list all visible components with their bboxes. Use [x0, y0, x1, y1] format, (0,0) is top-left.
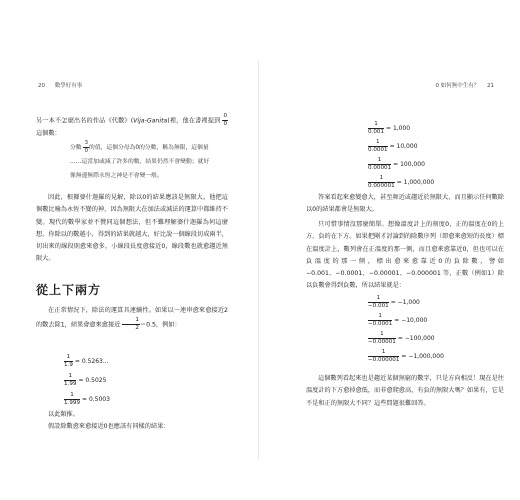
equation-row: $\frac{1}{-0.0001}$ = −10,000 [368, 313, 428, 327]
equation-row: $\frac{1}{1.99}$ = 0.5025 [64, 373, 107, 387]
equation-row: $\frac{1}{-0.00001}$ = −100,000 [368, 331, 435, 345]
paragraph-2 [306, 219, 504, 293]
left-page-header [38, 81, 82, 89]
equation-row: $\frac{1}{0.001}$ = 1,000 [368, 121, 411, 135]
paragraph-text: 因此，根據婆什迦羅的見解，除以0的結果應該是無限大。他把這個數比喻為永恆不變的神，因為無限大在加法或減法的運算中都維持不變。現代的數學家並不贊同這個想法，但不難理解婆什迦羅為何這麼想。你除以的數越小，得到的結果就越大，好比說一個線段切成兩半，切出來的線段則愈來愈多，小線段長度愈接近0，線段數也就愈趨近無限大。 [36, 194, 228, 263]
quote-text: 像無邊無際永恆之神是不會變一般。 [70, 173, 163, 179]
paragraph-text: 這個數列看起來也是趨近某個無窮的數字，只是方向相反！現在是往溫度計的下方愈掉愈低，而非愈爬愈高，有負的無限大嗎？如果有，它是不是和正的無限大不同？這些問題很難回答。 [306, 375, 504, 407]
quote-text: ……這當加或減了許多的數，結果仍然不會變動；就好 [70, 159, 210, 165]
book-title-italic: Vija-Ganita [133, 117, 168, 125]
right-page-header [436, 81, 495, 89]
intro-text: 另一本不怎麼出名的作品《代數》( [36, 117, 134, 125]
intro-text: )裡，他在書裡提到 [167, 117, 221, 125]
equation-row: $\frac{1}{-0.001}$ = −1,000 [368, 295, 420, 309]
paragraph-1 [306, 192, 504, 217]
equation-row: $\frac{1}{1.999}$ = 0.5003 [64, 392, 110, 406]
fraction-three-over-zero: $\frac{3}{0}$ [84, 140, 89, 154]
equation-row: $\frac{1}{1.9}$ = 0.5263... [64, 354, 109, 368]
paragraph-text: 答案看起來愈變愈大，甚至舞近或趨近於無限大，而且顯示任何數除以0的結果都會是無限大。 [306, 194, 504, 214]
equation-row: $\frac{1}{0.0001}$ = 10,000 [368, 139, 418, 153]
fraction-zero-over-zero: $\frac{0}{0}$ [223, 113, 228, 127]
paragraph-4 [36, 409, 228, 434]
quote-text: 分數 [70, 145, 82, 151]
equation-row: $\frac{1}{-0.000001}$ = −1,000,000 [368, 349, 444, 363]
running-title: 0 如何無中生有？ [435, 83, 480, 89]
fraction-one-half: $\frac{1}{2}$ [122, 317, 140, 332]
equation-row: $\frac{1}{0.00001}$ = 100,000 [368, 157, 425, 171]
paragraph-3 [36, 305, 228, 332]
page-number: 21 [487, 83, 494, 89]
paragraph-2 [36, 192, 228, 266]
intro-text: 這個數： [36, 130, 61, 137]
quote-text: 的值，這個分母為0的分數，稱為無限，這個量 [89, 145, 209, 151]
page-number: 20 [38, 83, 45, 89]
block-quote [70, 140, 220, 183]
right-page [260, 0, 520, 500]
paragraph-text: 只可惜事情沒那麼簡單。想像溫度計上的刻度0，正的溫度在0的上方，負的在下方。如果把剛才討論到的除數序列（即愈來愈短的長度）標在溫度計上，數列會在正溫度的那一側，而且愈來愈靠近0，但也可以在負溫度的那一側，標出愈來愈靠近0的負除數，譬如 −0.001、−0.0001、−0.00001、−0.000001 等，正數（例如1）除以負數會得到負數，所以結果就是： [306, 221, 504, 290]
running-title: 數學好有事 [54, 83, 83, 89]
intro-paragraph [36, 113, 228, 140]
section-heading: 從上下兩方 [36, 283, 102, 297]
paragraph-3 [306, 373, 504, 410]
paragraph-text: 假設除數愈來愈接近0也應該有同樣的結果： [48, 423, 170, 431]
paragraph-text: 在正常情況下，除法的運算具連續性。如果以一連串愈來愈接近2的數去除1，結果會愈來愈接近 [36, 307, 228, 329]
paragraph-text: 以此類推。 [48, 411, 79, 418]
equation-row: $\frac{1}{0.000001}$ = 1,000,000 [368, 175, 435, 189]
paragraph-text: ＝0.5，例如： [139, 321, 181, 329]
